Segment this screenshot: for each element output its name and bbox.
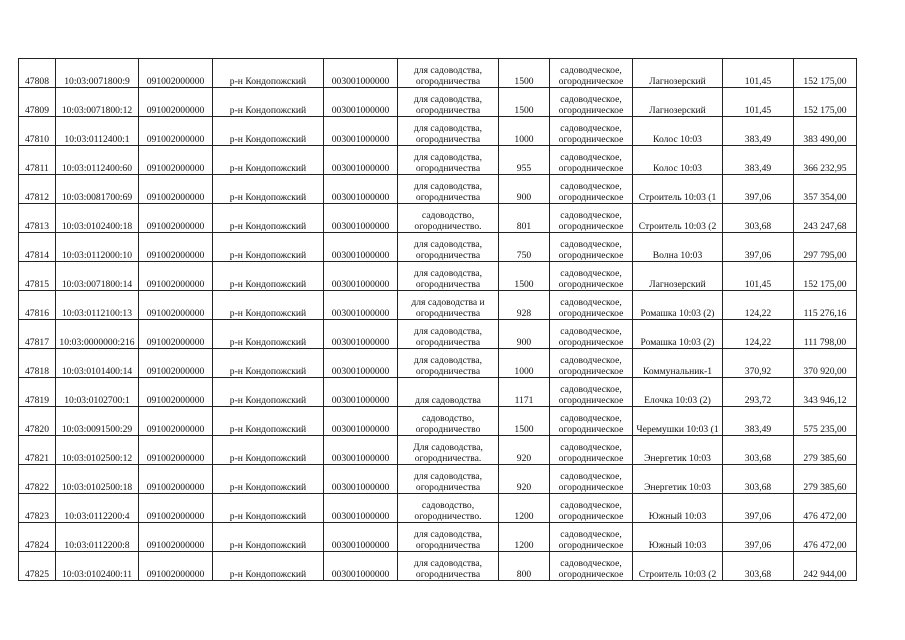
land-category-line: садоводческое, — [560, 500, 622, 511]
district-cell: р-н Кондопожский — [213, 465, 324, 494]
district-cell: р-н Кондопожский — [213, 204, 324, 233]
area-cell: 1200 — [499, 523, 550, 552]
permitted-use-line: для садоводства, — [413, 181, 483, 192]
area-cell: 1500 — [499, 262, 550, 291]
category-code-cell: 003001000000 — [324, 378, 398, 407]
permitted-use-line: для садоводства и — [411, 297, 485, 308]
permitted-use-cell — [398, 320, 499, 349]
society-name-cell: Колос 10:03 — [633, 146, 723, 175]
land-category-line: садоводческое, — [560, 558, 622, 569]
land-category-cell — [550, 88, 633, 117]
land-category-line: садоводческое, — [560, 529, 622, 540]
unit-price-cell: 101,45 — [723, 262, 794, 291]
land-category-line: огородническое — [558, 279, 624, 290]
unit-price-cell: 383,49 — [723, 407, 794, 436]
land-category-line: садоводческое, — [560, 413, 622, 424]
cadastral-value-cell: 115 276,16 — [794, 291, 857, 320]
cadastral-number-cell: 10:03:0102500:12 — [56, 436, 139, 465]
cadastral-number-cell: 10:03:0102500:18 — [56, 465, 139, 494]
land-category-line: огородническое — [558, 76, 624, 87]
district-cell: р-н Кондопожский — [213, 262, 324, 291]
district-cell: р-н Кондопожский — [213, 552, 324, 581]
district-cell: р-н Кондопожский — [213, 88, 324, 117]
permitted-use-cell — [398, 88, 499, 117]
unit-price-cell: 397,06 — [723, 233, 794, 262]
unit-price-cell: 101,45 — [723, 88, 794, 117]
land-category-line: огородническое — [558, 366, 624, 377]
okato-code-cell: 091002000000 — [139, 175, 213, 204]
land-category-line: огородническое — [558, 308, 624, 319]
unit-price-cell: 303,68 — [723, 465, 794, 494]
category-code-cell: 003001000000 — [324, 175, 398, 204]
table-row — [19, 175, 857, 204]
cadastral-number-cell: 10:03:0102400:18 — [56, 204, 139, 233]
table-row — [19, 117, 857, 146]
society-name-cell: Южный 10:03 — [633, 494, 723, 523]
okato-code-cell: 091002000000 — [139, 320, 213, 349]
table-row — [19, 407, 857, 436]
cadastral-value-cell: 357 354,00 — [794, 175, 857, 204]
permitted-use-line: огородничество — [415, 424, 481, 435]
cadastral-number-cell: 10:03:0081700:69 — [56, 175, 139, 204]
unit-price-cell: 397,06 — [723, 494, 794, 523]
land-registry-table — [18, 58, 857, 581]
category-code-cell: 003001000000 — [324, 262, 398, 291]
table-row — [19, 436, 857, 465]
okato-code-cell: 091002000000 — [139, 233, 213, 262]
permitted-use-cell — [398, 233, 499, 262]
permitted-use-line: огородничества — [415, 76, 481, 87]
permitted-use-cell — [398, 349, 499, 378]
okato-code-cell: 091002000000 — [139, 59, 213, 88]
cadastral-number-cell: 10:03:0071800:9 — [56, 59, 139, 88]
category-code-cell: 003001000000 — [324, 494, 398, 523]
land-category-cell — [550, 552, 633, 581]
district-cell: р-н Кондопожский — [213, 146, 324, 175]
record-number-cell: 47817 — [19, 320, 56, 349]
unit-price-cell: 383,49 — [723, 146, 794, 175]
land-category-line: садоводческое, — [560, 326, 622, 337]
category-code-cell: 003001000000 — [324, 204, 398, 233]
land-category-line: огородническое — [558, 105, 624, 116]
land-category-line: огородническое — [558, 192, 624, 203]
table-row — [19, 204, 857, 233]
permitted-use-line: огородничества — [415, 482, 481, 493]
okato-code-cell: 091002000000 — [139, 204, 213, 233]
permitted-use-line — [400, 384, 496, 395]
record-number-cell: 47811 — [19, 146, 56, 175]
unit-price-cell: 397,06 — [723, 175, 794, 204]
cadastral-value-cell: 366 232,95 — [794, 146, 857, 175]
land-category-line: огородническое — [558, 337, 624, 348]
record-number-cell: 47818 — [19, 349, 56, 378]
category-code-cell: 003001000000 — [324, 291, 398, 320]
permitted-use-line: огородничества. — [414, 453, 482, 464]
permitted-use-line: огородничества — [415, 366, 481, 377]
category-code-cell: 003001000000 — [324, 552, 398, 581]
land-category-line: садоводческое, — [560, 268, 622, 279]
unit-price-cell: 370,92 — [723, 349, 794, 378]
land-category-line: садоводческое, — [560, 239, 622, 250]
land-category-cell — [550, 117, 633, 146]
district-cell: р-н Кондопожский — [213, 523, 324, 552]
cadastral-number-cell: 10:03:0112100:13 — [56, 291, 139, 320]
unit-price-cell: 293,72 — [723, 378, 794, 407]
area-cell: 750 — [499, 233, 550, 262]
permitted-use-line: для садоводства — [415, 395, 481, 406]
record-number-cell: 47815 — [19, 262, 56, 291]
cadastral-number-cell: 10:03:0112400:1 — [56, 117, 139, 146]
table-row — [19, 494, 857, 523]
category-code-cell: 003001000000 — [324, 59, 398, 88]
permitted-use-line: для садоводства, — [413, 94, 483, 105]
district-cell: р-н Кондопожский — [213, 349, 324, 378]
land-category-line: огородническое — [558, 163, 624, 174]
area-cell: 920 — [499, 465, 550, 494]
okato-code-cell: 091002000000 — [139, 523, 213, 552]
record-number-cell: 47824 — [19, 523, 56, 552]
land-category-cell — [550, 233, 633, 262]
society-name-cell: Ромашка 10:03 (2) — [633, 291, 723, 320]
society-name-cell: Елочка 10:03 (2) — [633, 378, 723, 407]
permitted-use-line: огородничества — [415, 569, 481, 580]
category-code-cell: 003001000000 — [324, 465, 398, 494]
okato-code-cell: 091002000000 — [139, 88, 213, 117]
table-row — [19, 320, 857, 349]
land-category-line: огородническое — [558, 453, 624, 464]
area-cell: 1500 — [499, 59, 550, 88]
unit-price-cell: 303,68 — [723, 436, 794, 465]
record-number-cell: 47821 — [19, 436, 56, 465]
land-category-line: садоводческое, — [560, 123, 622, 134]
district-cell: р-н Кондопожский — [213, 233, 324, 262]
table-row — [19, 146, 857, 175]
permitted-use-line: огородничества — [415, 134, 481, 145]
land-category-line: огородническое — [558, 569, 624, 580]
area-cell: 955 — [499, 146, 550, 175]
land-category-line: садоводческое, — [560, 65, 622, 76]
cadastral-value-cell: 152 175,00 — [794, 59, 857, 88]
area-cell: 900 — [499, 320, 550, 349]
area-cell: 801 — [499, 204, 550, 233]
table-row — [19, 262, 857, 291]
land-category-line: огородническое — [558, 482, 624, 493]
table-row — [19, 349, 857, 378]
cadastral-number-cell: 10:03:0112000:10 — [56, 233, 139, 262]
district-cell: р-н Кондопожский — [213, 378, 324, 407]
permitted-use-line: огородничества — [415, 192, 481, 203]
area-cell: 800 — [499, 552, 550, 581]
cadastral-value-cell: 243 247,68 — [794, 204, 857, 233]
permitted-use-line: огородничества — [415, 540, 481, 551]
land-category-cell — [550, 146, 633, 175]
record-number-cell: 47808 — [19, 59, 56, 88]
cadastral-number-cell: 10:03:0091500:29 — [56, 407, 139, 436]
cadastral-number-cell: 10:03:0071800:12 — [56, 88, 139, 117]
unit-price-cell: 303,68 — [723, 204, 794, 233]
area-cell: 1200 — [499, 494, 550, 523]
permitted-use-line: для садоводства, — [413, 268, 483, 279]
society-name-cell: Лагнозерский — [633, 262, 723, 291]
land-category-line: садоводческое, — [560, 297, 622, 308]
society-name-cell: Коммунальник-1 — [633, 349, 723, 378]
district-cell: р-н Кондопожский — [213, 436, 324, 465]
society-name-cell: Южный 10:03 — [633, 523, 723, 552]
table-row — [19, 465, 857, 494]
district-cell: р-н Кондопожский — [213, 320, 324, 349]
permitted-use-line: садоводство, — [421, 210, 475, 221]
permitted-use-line: для садоводства, — [413, 471, 483, 482]
record-number-cell: 47823 — [19, 494, 56, 523]
cadastral-value-cell: 152 175,00 — [794, 88, 857, 117]
permitted-use-line: для садоводства, — [413, 326, 483, 337]
cadastral-value-cell: 152 175,00 — [794, 262, 857, 291]
society-name-cell: Лагнозерский — [633, 59, 723, 88]
land-category-line: огородническое — [558, 540, 624, 551]
land-category-line: огородническое — [558, 424, 624, 435]
cadastral-value-cell: 242 944,00 — [794, 552, 857, 581]
record-number-cell: 47816 — [19, 291, 56, 320]
land-category-cell — [550, 320, 633, 349]
category-code-cell: 003001000000 — [324, 233, 398, 262]
permitted-use-line: огородничество. — [414, 221, 482, 232]
permitted-use-line: огородничества — [415, 250, 481, 261]
permitted-use-line: огородничества — [415, 337, 481, 348]
land-category-line: садоводческое, — [560, 152, 622, 163]
record-number-cell: 47814 — [19, 233, 56, 262]
cadastral-number-cell: 10:03:0102400:11 — [56, 552, 139, 581]
land-category-line: садоводческое, — [560, 442, 622, 453]
okato-code-cell: 091002000000 — [139, 407, 213, 436]
record-number-cell: 47809 — [19, 88, 56, 117]
district-cell: р-н Кондопожский — [213, 291, 324, 320]
area-cell: 1000 — [499, 349, 550, 378]
permitted-use-cell — [398, 436, 499, 465]
society-name-cell: Строитель 10:03 (2 — [633, 552, 723, 581]
record-number-cell: 47820 — [19, 407, 56, 436]
permitted-use-line: для садоводства, — [413, 558, 483, 569]
okato-code-cell: 091002000000 — [139, 117, 213, 146]
society-name-cell: Строитель 10:03 (1 — [633, 175, 723, 204]
permitted-use-line: огородничества — [415, 308, 481, 319]
permitted-use-cell — [398, 146, 499, 175]
unit-price-cell: 124,22 — [723, 320, 794, 349]
cadastral-value-cell: 383 490,00 — [794, 117, 857, 146]
cadastral-value-cell: 279 385,60 — [794, 465, 857, 494]
land-category-line: огородническое — [558, 250, 624, 261]
society-name-cell: Энергетик 10:03 — [633, 436, 723, 465]
permitted-use-cell — [398, 291, 499, 320]
permitted-use-line: Для садоводства, — [413, 442, 483, 453]
permitted-use-line: для садоводства, — [413, 123, 483, 134]
land-category-line: огородническое — [558, 134, 624, 145]
land-category-cell — [550, 378, 633, 407]
record-number-cell: 47810 — [19, 117, 56, 146]
record-number-cell: 47825 — [19, 552, 56, 581]
area-cell: 1500 — [499, 407, 550, 436]
land-category-cell — [550, 262, 633, 291]
permitted-use-line: огородничество. — [414, 511, 482, 522]
category-code-cell: 003001000000 — [324, 117, 398, 146]
cadastral-number-cell: 10:03:0112200:4 — [56, 494, 139, 523]
land-category-line: садоводческое, — [560, 94, 622, 105]
land-category-line: садоводческое, — [560, 355, 622, 366]
unit-price-cell: 124,22 — [723, 291, 794, 320]
society-name-cell: Ромашка 10:03 (2) — [633, 320, 723, 349]
table-row — [19, 291, 857, 320]
land-category-cell — [550, 291, 633, 320]
okato-code-cell: 091002000000 — [139, 262, 213, 291]
cadastral-number-cell: 10:03:0000000:216 — [56, 320, 139, 349]
permitted-use-cell — [398, 204, 499, 233]
category-code-cell: 003001000000 — [324, 320, 398, 349]
land-category-line: садоводческое, — [560, 471, 622, 482]
land-category-line: огородническое — [558, 221, 624, 232]
area-cell: 920 — [499, 436, 550, 465]
unit-price-cell: 101,45 — [723, 59, 794, 88]
permitted-use-cell — [398, 378, 499, 407]
category-code-cell: 003001000000 — [324, 407, 398, 436]
land-category-line: садоводческое, — [560, 181, 622, 192]
cadastral-value-cell: 279 385,60 — [794, 436, 857, 465]
table-row — [19, 552, 857, 581]
land-category-cell — [550, 407, 633, 436]
category-code-cell: 003001000000 — [324, 523, 398, 552]
district-cell: р-н Кондопожский — [213, 175, 324, 204]
area-cell: 1500 — [499, 88, 550, 117]
area-cell: 900 — [499, 175, 550, 204]
category-code-cell: 003001000000 — [324, 146, 398, 175]
permitted-use-line: огородничества — [415, 105, 481, 116]
table-row — [19, 88, 857, 117]
unit-price-cell: 303,68 — [723, 552, 794, 581]
land-category-cell — [550, 175, 633, 204]
land-category-cell — [550, 436, 633, 465]
permitted-use-cell — [398, 552, 499, 581]
area-cell: 928 — [499, 291, 550, 320]
record-number-cell: 47812 — [19, 175, 56, 204]
permitted-use-cell — [398, 494, 499, 523]
cadastral-value-cell: 111 798,00 — [794, 320, 857, 349]
unit-price-cell: 397,06 — [723, 523, 794, 552]
permitted-use-cell — [398, 407, 499, 436]
cadastral-number-cell: 10:03:0112400:60 — [56, 146, 139, 175]
unit-price-cell: 383,49 — [723, 117, 794, 146]
permitted-use-line: садоводство, — [421, 500, 475, 511]
category-code-cell: 003001000000 — [324, 436, 398, 465]
land-category-line: огородническое — [558, 395, 624, 406]
land-category-cell — [550, 349, 633, 378]
land-category-cell — [550, 204, 633, 233]
table-row — [19, 523, 857, 552]
permitted-use-line: для садоводства, — [413, 152, 483, 163]
district-cell: р-н Кондопожский — [213, 117, 324, 146]
table-row — [19, 59, 857, 88]
okato-code-cell: 091002000000 — [139, 349, 213, 378]
society-name-cell: Энергетик 10:03 — [633, 465, 723, 494]
record-number-cell: 47819 — [19, 378, 56, 407]
permitted-use-cell — [398, 59, 499, 88]
cadastral-value-cell: 575 235,00 — [794, 407, 857, 436]
society-name-cell: Лагнозерский — [633, 88, 723, 117]
land-category-cell — [550, 59, 633, 88]
district-cell: р-н Кондопожский — [213, 494, 324, 523]
society-name-cell: Черемушки 10:03 (1 — [633, 407, 723, 436]
permitted-use-cell — [398, 262, 499, 291]
record-number-cell: 47813 — [19, 204, 56, 233]
society-name-cell: Волна 10:03 — [633, 233, 723, 262]
land-category-line: садоводческое, — [560, 210, 622, 221]
cadastral-number-cell: 10:03:0101400:14 — [56, 349, 139, 378]
table-body — [19, 59, 857, 581]
permitted-use-cell — [398, 175, 499, 204]
land-category-line: огородническое — [558, 511, 624, 522]
category-code-cell: 003001000000 — [324, 349, 398, 378]
land-category-line: садоводческое, — [560, 384, 622, 395]
land-category-cell — [550, 465, 633, 494]
society-name-cell: Строитель 10:03 (2 — [633, 204, 723, 233]
cadastral-value-cell: 476 472,00 — [794, 523, 857, 552]
area-cell: 1000 — [499, 117, 550, 146]
cadastral-value-cell: 343 946,12 — [794, 378, 857, 407]
cadastral-number-cell: 10:03:0112200:8 — [56, 523, 139, 552]
permitted-use-line: для садоводства, — [413, 529, 483, 540]
okato-code-cell: 091002000000 — [139, 494, 213, 523]
okato-code-cell: 091002000000 — [139, 465, 213, 494]
society-name-cell: Колос 10:03 — [633, 117, 723, 146]
area-cell: 1171 — [499, 378, 550, 407]
okato-code-cell: 091002000000 — [139, 552, 213, 581]
okato-code-cell: 091002000000 — [139, 436, 213, 465]
district-cell: р-н Кондопожский — [213, 59, 324, 88]
land-category-cell — [550, 494, 633, 523]
district-cell: р-н Кондопожский — [213, 407, 324, 436]
record-number-cell: 47822 — [19, 465, 56, 494]
permitted-use-line: для садоводства, — [413, 65, 483, 76]
permitted-use-line: садоводство, — [421, 413, 475, 424]
cadastral-number-cell: 10:03:0071800:14 — [56, 262, 139, 291]
category-code-cell: 003001000000 — [324, 88, 398, 117]
permitted-use-line: огородничества — [415, 163, 481, 174]
cadastral-number-cell: 10:03:0102700:1 — [56, 378, 139, 407]
okato-code-cell: 091002000000 — [139, 291, 213, 320]
land-category-cell — [550, 523, 633, 552]
permitted-use-cell — [398, 523, 499, 552]
permitted-use-line: для садоводства, — [413, 355, 483, 366]
permitted-use-cell — [398, 465, 499, 494]
table-row — [19, 233, 857, 262]
cadastral-value-cell: 297 795,00 — [794, 233, 857, 262]
table-row — [19, 378, 857, 407]
permitted-use-line: огородничества — [415, 279, 481, 290]
cadastral-value-cell: 370 920,00 — [794, 349, 857, 378]
permitted-use-line: для садоводства, — [413, 239, 483, 250]
okato-code-cell: 091002000000 — [139, 146, 213, 175]
okato-code-cell: 091002000000 — [139, 378, 213, 407]
cadastral-value-cell: 476 472,00 — [794, 494, 857, 523]
permitted-use-cell — [398, 117, 499, 146]
